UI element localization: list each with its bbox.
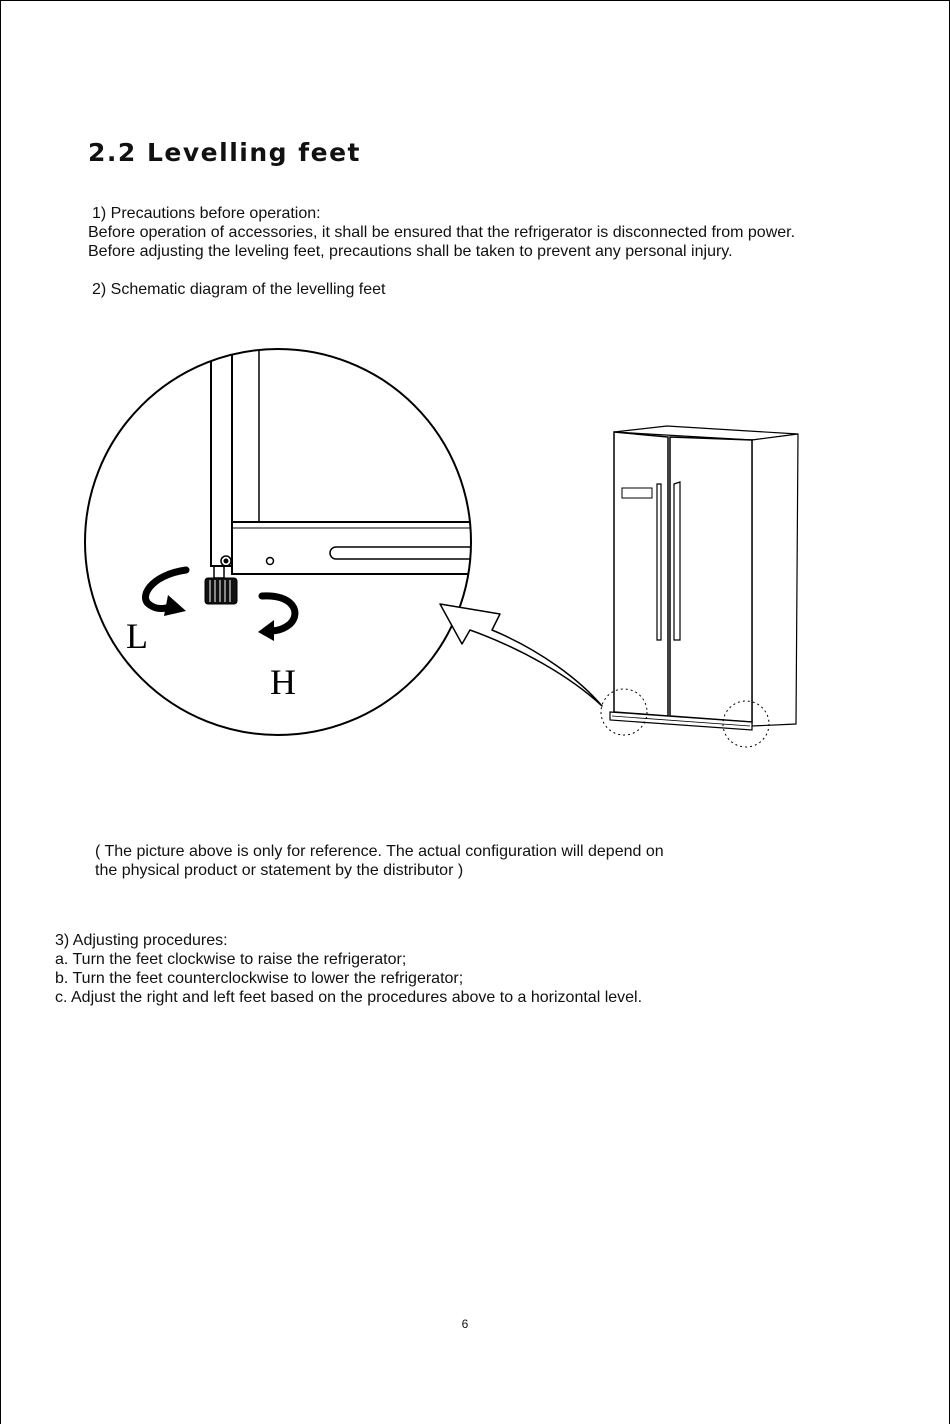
precautions-heading: 1) Precautions before operation: (92, 205, 321, 222)
refrigerator-illustration (601, 426, 798, 747)
rotate-left-arrow-icon (146, 570, 187, 616)
page-number: 6 (461, 1317, 469, 1331)
precautions-line-2: Before adjusting the leveling feet, precautions shall be taken to prevent any personal injury. (88, 243, 733, 260)
procedure-step-b: b. Turn the feet counterclockwise to lower the refrigerator; (55, 970, 464, 987)
reference-note (95, 842, 664, 880)
procedures-block (55, 931, 642, 1007)
levelling-foot-knob-icon (205, 578, 237, 604)
schematic-heading: 2) Schematic diagram of the levelling feet (92, 281, 386, 298)
precautions-block (88, 204, 795, 261)
procedures-heading: 3) Adjusting procedures: (55, 932, 228, 949)
section-title: 2.2 Levelling feet (88, 138, 361, 167)
reference-note-line-2: the physical product or statement by the distributor ) (95, 862, 464, 879)
procedure-step-a: a. Turn the feet clockwise to raise the refrigerator; (55, 951, 407, 968)
label-high: H (270, 662, 296, 702)
zoom-detail-circle (85, 340, 500, 735)
precautions-line-1: Before operation of accessories, it shall be ensured that the refrigerator is disconnected from power. (88, 224, 796, 241)
callout-arrow-icon (440, 604, 602, 706)
rotate-right-arrow-icon (258, 596, 295, 641)
procedure-step-c: c. Adjust the right and left feet based on the procedures above to a horizontal level. (55, 989, 643, 1006)
label-low: L (126, 616, 148, 656)
reference-note-line-1: ( The picture above is only for reference. The actual configuration will depend on (95, 843, 664, 860)
levelling-feet-diagram (70, 330, 830, 760)
